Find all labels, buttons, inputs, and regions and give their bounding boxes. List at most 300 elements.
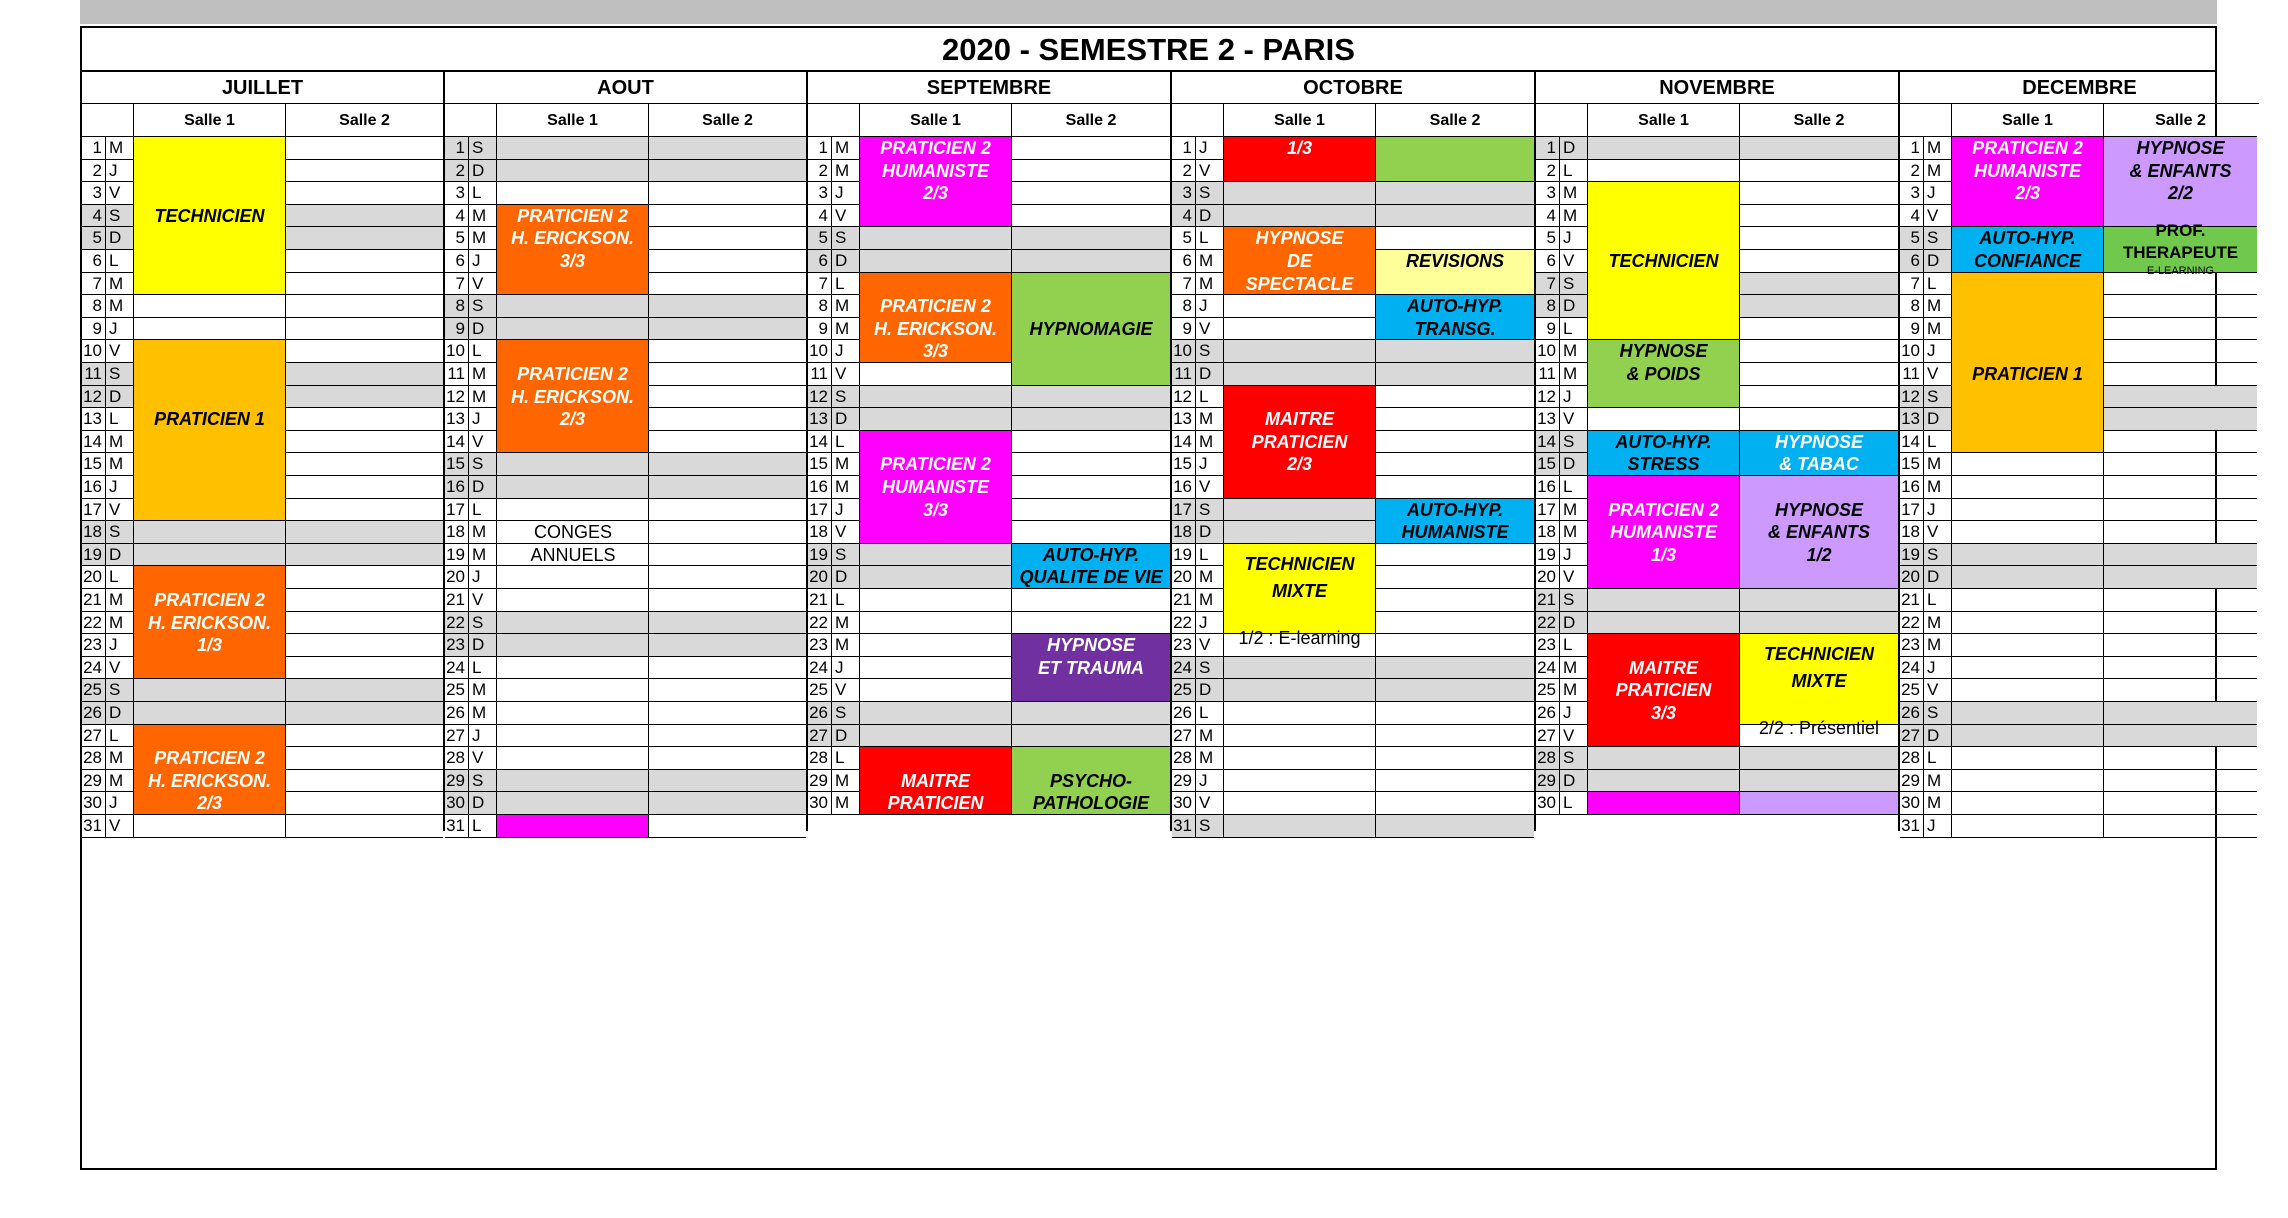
salle-2-cell[interactable]	[649, 725, 806, 748]
month-octobre	[1172, 72, 1536, 835]
salle-2-cell[interactable]	[649, 612, 806, 635]
day-number: 30	[808, 792, 832, 815]
salle-2-cell[interactable]	[649, 386, 806, 409]
salle-1-cell[interactable]	[1952, 521, 2104, 544]
salle-1-cell[interactable]	[1588, 160, 1740, 183]
salle-2-cell[interactable]	[1012, 612, 1170, 635]
day-number: 26	[445, 702, 469, 725]
course-block[interactable]	[1588, 792, 1740, 815]
course-label: 3/3	[1650, 702, 1677, 723]
salle-2-cell[interactable]	[1012, 182, 1170, 205]
salle-1-cell[interactable]	[1224, 725, 1376, 748]
salle-1-cell[interactable]	[1224, 318, 1376, 341]
salle-1-cell[interactable]	[1224, 792, 1376, 815]
day-number: 8	[82, 295, 106, 318]
day-letter: S	[1196, 340, 1224, 363]
salle-2-cell[interactable]	[286, 792, 443, 815]
salle-2-cell[interactable]	[1376, 431, 1534, 454]
day-number: 30	[1900, 792, 1924, 815]
salle-2-cell[interactable]	[2104, 544, 2257, 567]
salle-1-cell[interactable]	[860, 408, 1012, 431]
salle-2-cell[interactable]	[649, 476, 806, 499]
day-number: 4	[1536, 205, 1560, 228]
salle-1-cell[interactable]	[497, 792, 649, 815]
salle-2-cell[interactable]	[286, 476, 443, 499]
salle-2-cell[interactable]	[286, 702, 443, 725]
salle-1-cell[interactable]	[860, 657, 1012, 680]
course-block[interactable]	[1224, 227, 1376, 295]
salle-2-cell[interactable]	[286, 386, 443, 409]
day-letter: D	[832, 725, 860, 748]
salle-1-cell[interactable]	[497, 679, 649, 702]
salle-1-cell[interactable]	[1224, 295, 1376, 318]
salle-1-cell[interactable]	[1952, 634, 2104, 657]
salle-2-cell[interactable]	[1740, 205, 1898, 228]
salle-1-cell[interactable]	[497, 589, 649, 612]
day-number: 30	[1536, 792, 1560, 815]
course-block[interactable]	[497, 205, 649, 295]
course-block[interactable]	[1588, 431, 1740, 476]
salle-2-cell[interactable]	[2104, 521, 2257, 544]
salle-2-cell[interactable]	[286, 250, 443, 273]
salle-2-cell[interactable]	[1012, 453, 1170, 476]
salle-1-cell[interactable]	[1224, 521, 1376, 544]
salle-2-cell[interactable]	[649, 318, 806, 341]
salle-2-cell[interactable]	[649, 544, 806, 567]
salle-2-cell[interactable]	[649, 792, 806, 815]
salle-2-cell[interactable]	[1376, 679, 1534, 702]
salle-2-cell[interactable]	[2104, 792, 2257, 815]
salle-1-cell[interactable]	[1952, 770, 2104, 793]
course-block[interactable]	[134, 566, 286, 679]
salle-1-cell[interactable]	[1224, 702, 1376, 725]
salle-2-cell[interactable]	[286, 431, 443, 454]
salle-2-cell[interactable]	[649, 160, 806, 183]
salle-2-cell[interactable]	[286, 408, 443, 431]
course-label: MAITRE	[1629, 657, 1698, 678]
salle-2-cell[interactable]	[2104, 295, 2257, 318]
course-label: PROF.	[2155, 221, 2206, 241]
salle-2-cell[interactable]	[286, 273, 443, 296]
day-letter: M	[469, 205, 497, 228]
salle-2-cell[interactable]	[1376, 476, 1534, 499]
course-label: 2/3	[559, 409, 586, 430]
day-letter: V	[469, 747, 497, 770]
salle-2-cell[interactable]	[2104, 386, 2257, 409]
salle-1-cell[interactable]	[497, 634, 649, 657]
salle-2-cell[interactable]	[649, 295, 806, 318]
course-block[interactable]	[134, 725, 286, 815]
course-block[interactable]	[1588, 340, 1740, 408]
salle-1-cell[interactable]	[1952, 589, 2104, 612]
salle-1-cell[interactable]	[1952, 499, 2104, 522]
salle-2-cell[interactable]	[1740, 770, 1898, 793]
course-block[interactable]	[1376, 137, 1534, 182]
salle-2-cell[interactable]	[1376, 747, 1534, 770]
salle-1-cell[interactable]	[1224, 815, 1376, 838]
course-block[interactable]	[860, 431, 1012, 544]
day-letter: S	[1924, 702, 1952, 725]
salle-1-cell[interactable]	[1224, 679, 1376, 702]
day-number: 17	[808, 499, 832, 522]
salle-1-cell[interactable]	[1224, 182, 1376, 205]
course-block[interactable]	[134, 340, 286, 521]
salle-1-cell[interactable]	[1224, 205, 1376, 228]
salle-2-cell[interactable]	[649, 227, 806, 250]
salle-2-cell[interactable]	[2104, 747, 2257, 770]
salle-header-1: Salle 1	[860, 104, 1012, 137]
salle-1-cell[interactable]	[1952, 679, 2104, 702]
salle-2-cell[interactable]	[1740, 340, 1898, 363]
salle-2-cell[interactable]	[2104, 634, 2257, 657]
course-block[interactable]	[2104, 221, 2257, 278]
salle-1-cell[interactable]	[1952, 792, 2104, 815]
salle-1-cell[interactable]	[134, 521, 286, 544]
course-block[interactable]	[1740, 792, 1898, 815]
salle-1-cell[interactable]	[1224, 340, 1376, 363]
salle-2-cell[interactable]	[1012, 725, 1170, 748]
salle-2-cell[interactable]	[649, 182, 806, 205]
salle-1-cell[interactable]	[1224, 770, 1376, 793]
salle-2-cell[interactable]	[286, 634, 443, 657]
salle-2-cell[interactable]	[1012, 431, 1170, 454]
salle-2-cell[interactable]	[1376, 408, 1534, 431]
salle-1-cell[interactable]	[860, 725, 1012, 748]
salle-1-cell[interactable]	[1952, 453, 2104, 476]
course-block[interactable]	[1012, 544, 1170, 589]
salle-1-cell[interactable]	[1952, 702, 2104, 725]
salle-2-cell[interactable]	[1740, 250, 1898, 273]
salle-2-cell[interactable]	[649, 657, 806, 680]
salle-2-cell[interactable]	[649, 634, 806, 657]
salle-2-cell[interactable]	[1376, 634, 1534, 657]
salle-1-cell[interactable]	[497, 182, 649, 205]
salle-2-cell[interactable]	[1376, 453, 1534, 476]
salle-1-cell[interactable]	[860, 250, 1012, 273]
salle-2-cell[interactable]	[1376, 544, 1534, 567]
salle-2-cell[interactable]	[2104, 566, 2257, 589]
salle-2-cell[interactable]	[649, 273, 806, 296]
salle-2-cell[interactable]	[286, 612, 443, 635]
day-number: 22	[82, 612, 106, 635]
salle-2-cell[interactable]	[1740, 612, 1898, 635]
salle-1-cell[interactable]	[497, 453, 649, 476]
day-letter: D	[1924, 566, 1952, 589]
salle-1-cell[interactable]	[497, 476, 649, 499]
salle-2-cell[interactable]	[286, 815, 443, 838]
day-letter: J	[106, 160, 134, 183]
salle-1-cell[interactable]	[1588, 747, 1740, 770]
salle-2-cell[interactable]	[1740, 318, 1898, 341]
salle-1-cell[interactable]	[497, 295, 649, 318]
course-block[interactable]	[1740, 476, 1898, 589]
course-block[interactable]	[1376, 250, 1534, 295]
salle-1-cell[interactable]	[1224, 363, 1376, 386]
salle-2-cell[interactable]	[649, 499, 806, 522]
salle-2-cell[interactable]	[1376, 815, 1534, 838]
salle-1-cell[interactable]	[860, 612, 1012, 635]
salle-2-cell[interactable]	[1376, 589, 1534, 612]
salle-1-cell[interactable]	[1588, 589, 1740, 612]
salle-2-cell[interactable]	[1740, 363, 1898, 386]
salle-1-cell[interactable]	[1952, 657, 2104, 680]
salle-1-cell[interactable]	[1952, 747, 2104, 770]
salle-2-cell[interactable]	[1012, 702, 1170, 725]
salle-2-cell[interactable]	[1376, 386, 1534, 409]
salle-2-cell[interactable]	[649, 770, 806, 793]
salle-1-cell[interactable]	[860, 544, 1012, 567]
salle-2-cell[interactable]	[649, 815, 806, 838]
salle-2-cell[interactable]	[649, 363, 806, 386]
salle-1-cell[interactable]	[860, 227, 1012, 250]
course-block[interactable]	[1376, 295, 1534, 340]
salle-2-cell[interactable]	[1740, 227, 1898, 250]
salle-1-cell[interactable]	[497, 612, 649, 635]
salle-2-cell[interactable]	[286, 363, 443, 386]
salle-2-cell[interactable]	[1376, 340, 1534, 363]
salle-1-cell[interactable]	[1588, 612, 1740, 635]
salle-1-cell[interactable]	[134, 295, 286, 318]
course-block[interactable]	[1224, 137, 1376, 182]
course-block[interactable]	[860, 747, 1012, 815]
salle-1-cell[interactable]	[860, 679, 1012, 702]
course-block[interactable]	[2104, 137, 2257, 227]
salle-2-cell[interactable]	[2104, 770, 2257, 793]
salle-2-cell[interactable]	[1376, 792, 1534, 815]
salle-1-cell[interactable]	[1952, 815, 2104, 838]
salle-2-cell[interactable]	[1740, 273, 1898, 296]
salle-2-cell[interactable]	[1012, 205, 1170, 228]
course-block[interactable]	[1740, 431, 1898, 476]
salle-2-cell[interactable]	[1012, 386, 1170, 409]
salle-2-cell[interactable]	[649, 566, 806, 589]
salle-2-cell[interactable]	[2104, 725, 2257, 748]
salle-2-cell[interactable]	[286, 770, 443, 793]
day-number: 5	[808, 227, 832, 250]
salle-2-cell[interactable]	[649, 453, 806, 476]
day-number: 12	[82, 386, 106, 409]
salle-2-cell[interactable]	[286, 544, 443, 567]
salle-1-cell[interactable]	[1952, 544, 2104, 567]
salle-2-cell[interactable]	[286, 182, 443, 205]
salle-1-cell[interactable]	[1588, 137, 1740, 160]
day-number: 5	[445, 227, 469, 250]
salle-2-cell[interactable]	[1740, 295, 1898, 318]
salle-1-cell[interactable]	[1952, 566, 2104, 589]
salle-1-cell[interactable]	[860, 634, 1012, 657]
salle-2-cell[interactable]	[1740, 160, 1898, 183]
salle-2-cell[interactable]	[1740, 182, 1898, 205]
salle-2-cell[interactable]	[2104, 815, 2257, 838]
salle-2-cell[interactable]	[286, 499, 443, 522]
salle-2-cell[interactable]	[286, 137, 443, 160]
salle-1-cell[interactable]	[1952, 476, 2104, 499]
salle-2-cell[interactable]	[1740, 408, 1898, 431]
salle-2-cell[interactable]	[2104, 408, 2257, 431]
salle-1-cell[interactable]	[497, 318, 649, 341]
salle-2-cell[interactable]	[1376, 725, 1534, 748]
course-block[interactable]	[1588, 182, 1740, 340]
salle-2-cell[interactable]	[286, 521, 443, 544]
salle-2-cell[interactable]	[649, 340, 806, 363]
salle-2-cell[interactable]	[1012, 137, 1170, 160]
salle-1-cell[interactable]	[134, 702, 286, 725]
course-block[interactable]	[1012, 634, 1170, 702]
salle-1-cell[interactable]	[1224, 747, 1376, 770]
salle-1-cell[interactable]	[1588, 408, 1740, 431]
salle-1-cell[interactable]	[134, 544, 286, 567]
course-block[interactable]	[1952, 137, 2104, 227]
salle-2-cell[interactable]	[1376, 205, 1534, 228]
salle-2-cell[interactable]	[286, 679, 443, 702]
salle-2-cell[interactable]	[1740, 589, 1898, 612]
salle-1-cell[interactable]	[497, 702, 649, 725]
salle-2-cell[interactable]	[2104, 657, 2257, 680]
course-label	[134, 182, 285, 205]
salle-1-cell[interactable]	[134, 318, 286, 341]
course-block[interactable]	[1588, 476, 1740, 589]
salle-2-cell[interactable]	[1740, 137, 1898, 160]
salle-2-cell[interactable]	[649, 250, 806, 273]
salle-2-cell[interactable]	[286, 205, 443, 228]
salle-2-cell[interactable]	[2104, 589, 2257, 612]
day-letter: V	[832, 521, 860, 544]
salle-2-cell[interactable]	[1740, 747, 1898, 770]
course-block[interactable]	[1588, 634, 1740, 747]
course-block[interactable]	[497, 340, 649, 453]
day-number: 7	[82, 273, 106, 296]
salle-2-cell[interactable]	[1012, 499, 1170, 522]
salle-1-cell[interactable]	[497, 770, 649, 793]
salle-2-cell[interactable]	[1376, 566, 1534, 589]
course-block[interactable]	[1012, 273, 1170, 386]
salle-2-cell[interactable]	[286, 566, 443, 589]
salle-1-cell[interactable]	[1588, 770, 1740, 793]
salle-2-cell[interactable]	[649, 521, 806, 544]
salle-2-cell[interactable]	[2104, 431, 2257, 454]
day-letter: J	[832, 657, 860, 680]
salle-1-cell[interactable]	[497, 725, 649, 748]
salle-1-cell[interactable]	[860, 566, 1012, 589]
salle-1-cell[interactable]	[497, 160, 649, 183]
salle-2-cell[interactable]	[2104, 476, 2257, 499]
salle-2-cell[interactable]	[286, 160, 443, 183]
salle-1-cell[interactable]	[134, 679, 286, 702]
salle-2-cell[interactable]	[2104, 679, 2257, 702]
salle-2-cell[interactable]	[2104, 499, 2257, 522]
salle-2-cell[interactable]	[286, 657, 443, 680]
course-label: H. ERICKSON.	[510, 386, 634, 407]
salle-2-cell[interactable]	[1012, 521, 1170, 544]
salle-2-cell[interactable]	[1376, 612, 1534, 635]
salle-2-cell[interactable]	[1740, 386, 1898, 409]
salle-2-cell[interactable]	[1376, 770, 1534, 793]
course-block[interactable]	[1224, 386, 1376, 499]
salle-2-cell[interactable]	[2104, 453, 2257, 476]
salle-2-cell[interactable]	[1012, 408, 1170, 431]
day-letter: M	[1560, 205, 1588, 228]
salle-2-cell[interactable]	[286, 453, 443, 476]
salle-2-cell[interactable]	[286, 589, 443, 612]
course-block[interactable]	[1952, 227, 2104, 272]
salle-2-cell[interactable]	[649, 747, 806, 770]
salle-2-cell[interactable]	[286, 318, 443, 341]
salle-1-cell[interactable]	[497, 566, 649, 589]
day-number: 24	[808, 657, 832, 680]
salle-2-cell[interactable]	[286, 747, 443, 770]
salle-2-cell[interactable]	[1376, 363, 1534, 386]
course-label: HYPNOMAGIE	[1029, 318, 1153, 339]
course-label: PRATICIEN 2	[880, 296, 991, 317]
salle-2-cell[interactable]	[286, 227, 443, 250]
salle-2-cell[interactable]	[2104, 340, 2257, 363]
salle-1-cell[interactable]	[860, 702, 1012, 725]
salle-1-cell[interactable]	[497, 657, 649, 680]
course-block[interactable]	[1740, 634, 1898, 739]
salle-2-cell[interactable]	[1376, 227, 1534, 250]
salle-2-cell[interactable]	[1012, 227, 1170, 250]
salle-2-cell[interactable]	[1376, 657, 1534, 680]
salle-1-cell[interactable]	[1952, 612, 2104, 635]
salle-2-cell[interactable]	[1376, 182, 1534, 205]
salle-2-cell[interactable]	[649, 702, 806, 725]
salle-2-cell[interactable]	[286, 725, 443, 748]
salle-2-cell[interactable]	[649, 205, 806, 228]
day-number: 11	[1536, 363, 1560, 386]
course-block[interactable]	[134, 137, 286, 295]
salle-2-cell[interactable]	[649, 408, 806, 431]
salle-2-cell[interactable]	[2104, 363, 2257, 386]
salle-2-cell[interactable]	[1012, 589, 1170, 612]
salle-1-cell[interactable]	[134, 815, 286, 838]
salle-2-cell[interactable]	[286, 340, 443, 363]
salle-1-cell[interactable]	[860, 386, 1012, 409]
course-block[interactable]	[1012, 747, 1170, 815]
salle-1-cell[interactable]	[860, 363, 1012, 386]
day-number: 1	[445, 137, 469, 160]
salle-1-cell[interactable]	[860, 589, 1012, 612]
salle-2-cell[interactable]	[649, 679, 806, 702]
salle-2-cell[interactable]	[286, 295, 443, 318]
salle-1-cell[interactable]	[497, 499, 649, 522]
salle-2-cell[interactable]	[1012, 160, 1170, 183]
salle-2-cell[interactable]	[1012, 476, 1170, 499]
course-block[interactable]	[1376, 499, 1534, 544]
salle-2-cell[interactable]	[1376, 702, 1534, 725]
day-letter: D	[469, 318, 497, 341]
salle-1-cell[interactable]	[1952, 725, 2104, 748]
course-block[interactable]	[497, 815, 649, 838]
salle-2-cell[interactable]	[1012, 250, 1170, 273]
salle-2-cell[interactable]	[2104, 612, 2257, 635]
salle-1-cell[interactable]	[497, 747, 649, 770]
salle-1-cell[interactable]	[1224, 657, 1376, 680]
course-block[interactable]	[860, 273, 1012, 363]
salle-1-cell[interactable]	[497, 137, 649, 160]
salle-2-cell[interactable]	[649, 431, 806, 454]
course-block[interactable]	[1224, 544, 1376, 648]
course-block[interactable]	[1952, 273, 2104, 454]
salle-2-cell[interactable]	[649, 589, 806, 612]
course-block[interactable]	[860, 137, 1012, 227]
salle-2-cell[interactable]	[649, 137, 806, 160]
day-letter: L	[469, 340, 497, 363]
salle-2-cell[interactable]	[2104, 318, 2257, 341]
salle-1-cell[interactable]	[1224, 499, 1376, 522]
day-letter: J	[469, 408, 497, 431]
salle-2-cell[interactable]	[2104, 702, 2257, 725]
day-number: 23	[808, 634, 832, 657]
